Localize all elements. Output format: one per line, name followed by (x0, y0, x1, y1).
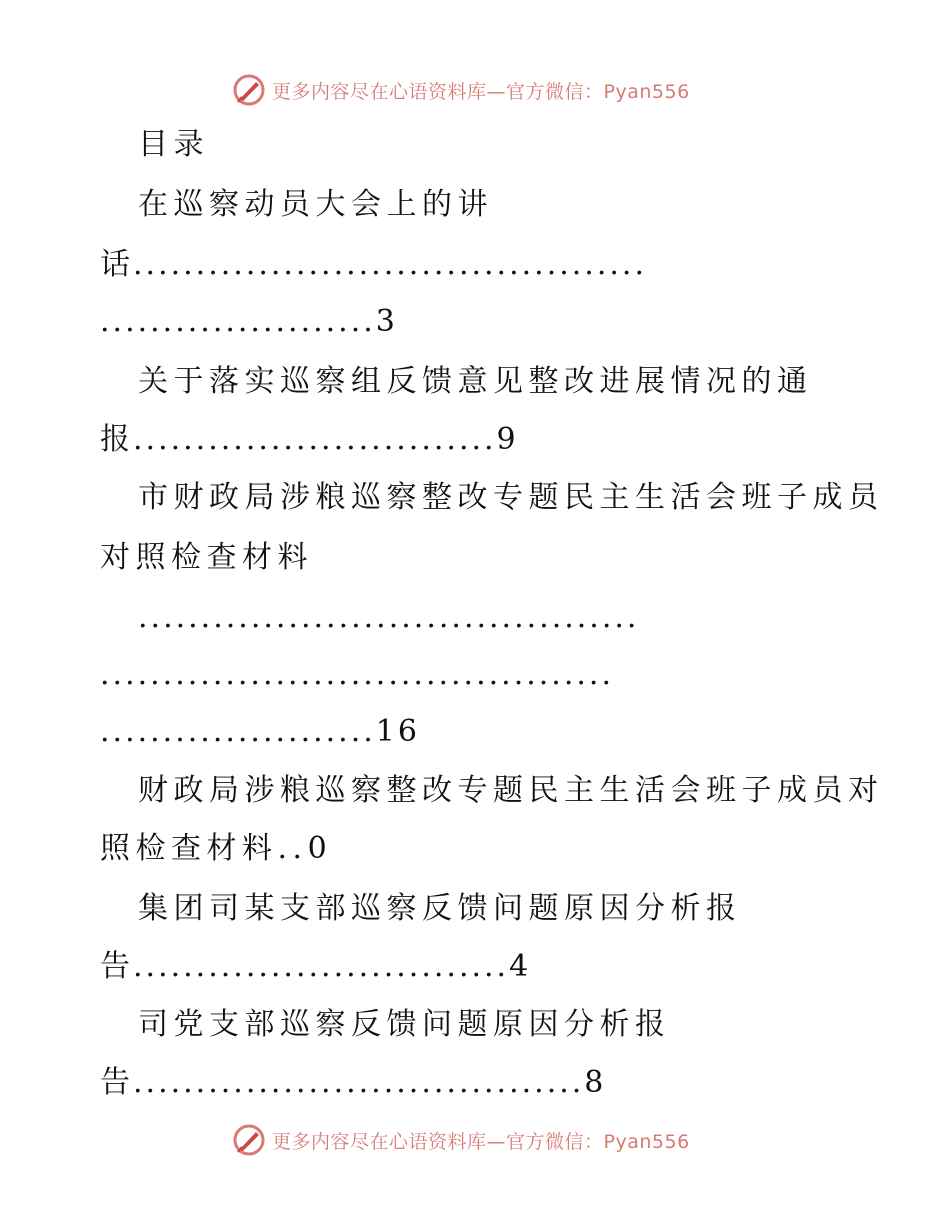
toc-entry-page: 照检查材料..0 (100, 831, 333, 866)
toc-entry-line: ........................................ (138, 600, 640, 635)
quill-logo-icon (232, 73, 266, 107)
toc-entry-line: 话......................................... (100, 247, 647, 282)
toc-entry-line: ......................................... (100, 657, 614, 692)
toc-entry-page: 报.............................9 (100, 422, 519, 457)
toc-entry-line: 在巡察动员大会上的讲 (138, 187, 493, 222)
toc-entry-line: 市财政局涉粮巡察整改专题民主生活会班子成员 (138, 480, 884, 515)
toc-entry-line: 司党支部巡察反馈问题原因分析报 (138, 1007, 671, 1042)
watermark-text: 更多内容尽在心语资料库—官方微信：Pyan556 (272, 80, 690, 103)
watermark-banner-top (232, 70, 690, 110)
toc-entry-line: 对照检查材料 (100, 540, 313, 575)
quill-logo-icon (232, 1123, 266, 1157)
toc-entry-page: ......................3 (100, 304, 398, 339)
toc-entry-line: 关于落实巡察组反馈意见整改进展情况的通 (138, 364, 813, 399)
watermark-text: 更多内容尽在心语资料库—官方微信：Pyan556 (272, 1130, 690, 1153)
toc-entry-line: 集团司某支部巡察反馈问题原因分析报 (138, 891, 742, 926)
toc-entry-page: ......................16 (100, 714, 420, 749)
watermark-banner-bottom (232, 1120, 690, 1160)
toc-entry-page: 告....................................8 (100, 1065, 607, 1100)
toc-heading: 目录 (138, 127, 209, 162)
toc-entry-page: 告..............................4 (100, 949, 532, 984)
toc-entry-line: 财政局涉粮巡察整改专题民主生活会班子成员对 (138, 773, 884, 808)
